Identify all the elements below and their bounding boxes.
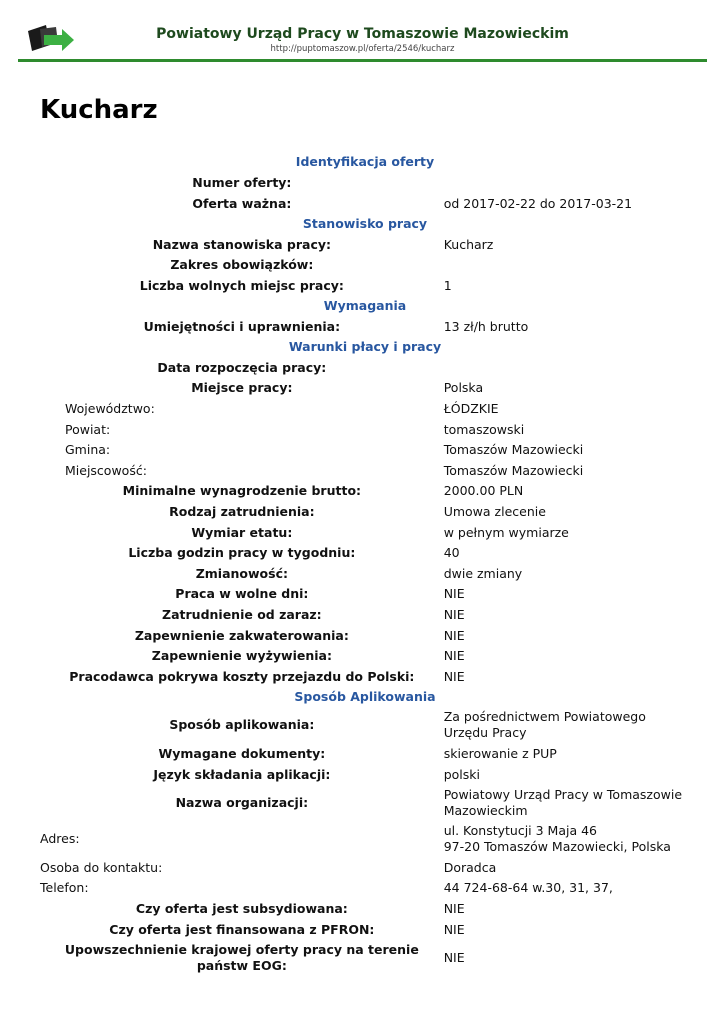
offer-field-row <box>40 357 690 378</box>
field-value <box>444 255 690 275</box>
field-label: Gmina: <box>65 442 111 457</box>
field-value: NIE <box>443 668 465 684</box>
field-label: Wymiar etatu: <box>191 524 293 540</box>
field-value <box>444 357 690 378</box>
field-value: Doradca <box>443 859 497 875</box>
field-value: 40 <box>443 545 460 560</box>
offer-field-row <box>40 563 690 584</box>
section-heading: Identyfikacja oferty <box>295 154 435 169</box>
field-label: Zapewnienie wyżywienia: <box>151 648 332 663</box>
field-value: NIE <box>443 950 465 965</box>
offer-field-row <box>40 316 690 337</box>
section-heading-row <box>40 296 690 316</box>
section-heading: Sposób Aplikowania <box>294 689 436 704</box>
offer-field-row <box>40 419 690 440</box>
field-label: Nazwa stanowiska pracy: <box>152 236 332 252</box>
field-label: Powiat: <box>65 421 111 437</box>
field-value: Polska <box>443 380 484 395</box>
offer-field-row <box>40 646 690 666</box>
field-label: Wymagane dokumenty: <box>158 745 326 761</box>
section-heading-row <box>40 687 690 707</box>
field-label: Czy oferta jest finansowana z PFRON: <box>109 921 375 937</box>
field-value: NIE <box>443 586 465 601</box>
field-value: dwie zmiany <box>443 565 523 581</box>
offer-field-row <box>40 378 690 398</box>
section-heading: Wymagania <box>323 298 407 313</box>
field-label: Oferta ważna: <box>192 195 292 211</box>
field-value: polski <box>443 766 480 782</box>
offer-field-row <box>40 764 690 785</box>
field-label: Numer oferty: <box>192 174 292 190</box>
field-value: skierowanie z PUP <box>443 745 557 761</box>
field-label: Czy oferta jest subsydiowana: <box>135 900 348 916</box>
field-label: Umiejętności i uprawnienia: <box>143 318 341 334</box>
offer-field-row <box>40 919 690 940</box>
field-label: Miejsce pracy: <box>191 380 293 395</box>
organization-title: Powiatowy Urząd Pracy w Tomaszowie Mazowieckim <box>156 26 569 42</box>
offer-field-row <box>40 604 690 625</box>
offer-field-row <box>40 398 690 419</box>
offer-field-row <box>40 898 690 919</box>
field-label: Nazwa organizacji: <box>175 795 309 810</box>
field-value: 13 zł/h brutto <box>443 318 529 334</box>
source-url: http://puptomaszow.pl/oferta/2546/kucharz <box>270 44 455 54</box>
field-value: NIE <box>443 648 465 663</box>
field-label: Sposób aplikowania: <box>169 717 315 732</box>
field-label: Minimalne wynagrodzenie brutto: <box>122 483 362 498</box>
field-label: Adres: <box>40 831 80 846</box>
offer-field-row <box>40 193 690 214</box>
field-value: NIE <box>443 900 465 916</box>
document-header <box>0 0 725 62</box>
field-label: Liczba wolnych miejsc pracy: <box>139 277 344 293</box>
offer-details-table <box>40 152 690 976</box>
field-value: NIE <box>443 627 465 643</box>
section-heading-row <box>40 152 690 172</box>
field-value <box>444 172 690 193</box>
field-value: ul. Konstytucji 3 Maja 46 97-20 Tomaszów Mazowiecki, Polska <box>443 823 671 854</box>
field-value: Tomaszów Mazowiecki <box>443 462 584 478</box>
offer-field-row <box>40 857 690 878</box>
field-value: Umowa zlecenie <box>443 503 546 519</box>
field-label: Osoba do kontaktu: <box>40 859 163 875</box>
header-divider <box>18 59 707 62</box>
field-value: tomaszowski <box>443 421 525 437</box>
field-value: w pełnym wymiarze <box>443 524 569 540</box>
offer-field-row <box>40 543 690 563</box>
field-value: Tomaszów Mazowiecki <box>443 442 584 457</box>
field-label: Miejscowość: <box>65 462 147 478</box>
offer-field-row <box>40 440 690 460</box>
field-value: Powiatowy Urząd Pracy w Tomaszowie Mazowieckim <box>443 787 683 818</box>
field-value: ŁÓDZKIE <box>443 400 499 416</box>
section-heading-row <box>40 337 690 357</box>
field-label: Liczba godzin pracy w tygodniu: <box>128 545 356 560</box>
field-value: Za pośrednictwem Powiatowego Urzędu Pracy <box>443 709 646 740</box>
field-value: NIE <box>443 606 465 622</box>
offer-field-row <box>40 707 690 743</box>
field-label: Praca w wolne dni: <box>175 586 309 601</box>
section-heading: Warunki płacy i pracy <box>288 339 442 354</box>
offer-field-row <box>40 255 690 275</box>
section-heading-row <box>40 214 690 234</box>
offer-field-row <box>40 878 690 898</box>
offer-field-row <box>40 172 690 193</box>
field-label: Zapewnienie zakwaterowania: <box>134 627 349 643</box>
section-heading: Stanowisko pracy <box>302 216 428 231</box>
offer-field-row <box>40 940 690 976</box>
field-label: Pracodawca pokrywa koszty przejazdu do Polski: <box>69 668 415 684</box>
field-value: od 2017-02-22 do 2017-03-21 <box>443 195 633 211</box>
offer-field-row <box>40 522 690 543</box>
offer-field-row <box>40 481 690 501</box>
offer-field-row <box>40 275 690 296</box>
field-label: Zakres obowiązków: <box>170 257 314 272</box>
field-value: 1 <box>443 277 452 293</box>
offer-field-row <box>40 501 690 522</box>
field-label: Telefon: <box>40 880 89 895</box>
offer-field-row <box>40 584 690 604</box>
field-label: Upowszechnienie krajowej oferty pracy na terenie państw EOG: <box>64 942 419 973</box>
field-label: Rodzaj zatrudnienia: <box>169 503 315 519</box>
field-label: Zmianowość: <box>195 565 288 581</box>
offer-field-row <box>40 821 690 857</box>
page-title: Kucharz <box>40 95 158 125</box>
offer-field-row <box>40 460 690 481</box>
offer-field-row <box>40 625 690 646</box>
field-label: Język składania aplikacji: <box>153 766 331 782</box>
offer-field-row <box>40 234 690 255</box>
offer-field-row <box>40 785 690 821</box>
field-label: Województwo: <box>65 400 155 416</box>
offer-field-row <box>40 666 690 687</box>
field-value: 44 724-68-64 w.30, 31, 37, <box>443 880 613 895</box>
field-label: Zatrudnienie od zaraz: <box>162 606 322 622</box>
field-label: Data rozpoczęcia pracy: <box>157 359 327 375</box>
field-value: NIE <box>443 921 465 937</box>
field-value: 2000.00 PLN <box>443 483 524 498</box>
field-value: Kucharz <box>443 236 494 252</box>
offer-field-row <box>40 743 690 764</box>
